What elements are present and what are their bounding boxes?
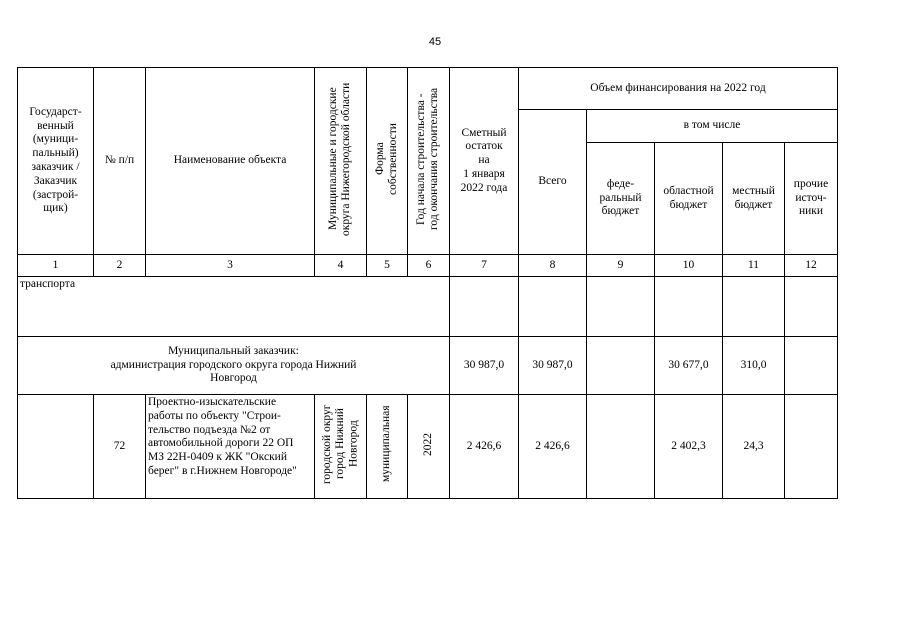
transport-total (519, 277, 587, 337)
item-72-other (785, 395, 838, 499)
header-including: в том числе (587, 110, 838, 143)
item-72-total: 2 426,6 (519, 395, 587, 499)
col-num-3: 3 (146, 255, 315, 277)
header-years-text: Год начала строительства - год окончания строительства (415, 87, 441, 230)
item-72-municipality (315, 395, 367, 499)
transport-estimated-balance (450, 277, 519, 337)
col-num-1: 1 (18, 255, 94, 277)
header-regional: областной бюджет (655, 143, 723, 255)
item-72-ownership-text: муниципальная (380, 405, 393, 483)
item-72-customer (18, 395, 94, 499)
col-num-6: 6 (408, 255, 450, 277)
transport-label: транспорта (18, 277, 450, 337)
header-ownership (367, 68, 408, 255)
municipal-customer-label: Муниципальный заказчик: администрация городского округа города Нижний Новгород (18, 337, 450, 395)
col-num-9: 9 (587, 255, 655, 277)
item-72-federal (587, 395, 655, 499)
header-total: Всего (519, 110, 587, 255)
municipal-customer-local: 310,0 (723, 337, 785, 395)
municipal-customer-regional: 30 677,0 (655, 337, 723, 395)
header-years (408, 68, 450, 255)
header-estimated-balance: Сметный остаток на 1 января 2022 года (450, 68, 519, 255)
col-num-11: 11 (723, 255, 785, 277)
municipal-customer-total: 30 987,0 (519, 337, 587, 395)
header-federal: феде- ральный бюджет (587, 143, 655, 255)
municipal-customer-other (785, 337, 838, 395)
transport-other (785, 277, 838, 337)
col-num-5: 5 (367, 255, 408, 277)
table-row-transport (18, 277, 838, 337)
item-72-municipality-text: городской округ город Нижний Новгород (320, 404, 360, 484)
item-72-years-text: 2022 (421, 432, 434, 456)
financing-table (17, 67, 838, 499)
header-funding-volume: Объем финансирования на 2022 год (519, 68, 838, 110)
header-municipality (315, 68, 367, 255)
municipal-customer-federal (587, 337, 655, 395)
col-num-7: 7 (450, 255, 519, 277)
header-local: местный бюджет (723, 143, 785, 255)
table-row-item-72 (18, 395, 838, 499)
header-ownership-text: Форма собственности (373, 122, 399, 195)
header-row-1 (18, 68, 838, 110)
header-other: прочие источ- ники (785, 143, 838, 255)
item-72-regional: 2 402,3 (655, 395, 723, 499)
col-num-8: 8 (519, 255, 587, 277)
header-customer: Государст- венный (муници- пальный) заказчик / Заказчик (застрой- щик) (18, 68, 94, 255)
municipal-customer-estimated-balance: 30 987,0 (450, 337, 519, 395)
col-num-10: 10 (655, 255, 723, 277)
item-72-local: 24,3 (723, 395, 785, 499)
item-72-object-name: Проектно-изыскательские работы по объекту "Строи-тельство подъезда №2 от автомобильной дороги 22 ОП МЗ 22Н-0409 к ЖК "Окский берег" в г.Нижнем Новгороде" (146, 395, 315, 499)
transport-federal (587, 277, 655, 337)
item-72-num: 72 (94, 395, 146, 499)
item-72-years (408, 395, 450, 499)
page-number: 45 (428, 36, 442, 48)
transport-local (723, 277, 785, 337)
transport-regional (655, 277, 723, 337)
item-72-estimated-balance: 2 426,6 (450, 395, 519, 499)
header-object-name: Наименование объекта (146, 68, 315, 255)
header-num: № п/п (94, 68, 146, 255)
col-num-4: 4 (315, 255, 367, 277)
col-num-2: 2 (94, 255, 146, 277)
col-num-12: 12 (785, 255, 838, 277)
table-row-municipal-customer (18, 337, 838, 395)
item-72-ownership (367, 395, 408, 499)
header-municipality-text: Муниципальные и городские округа Нижегородской области (327, 81, 353, 236)
column-numbers-row (18, 255, 838, 277)
